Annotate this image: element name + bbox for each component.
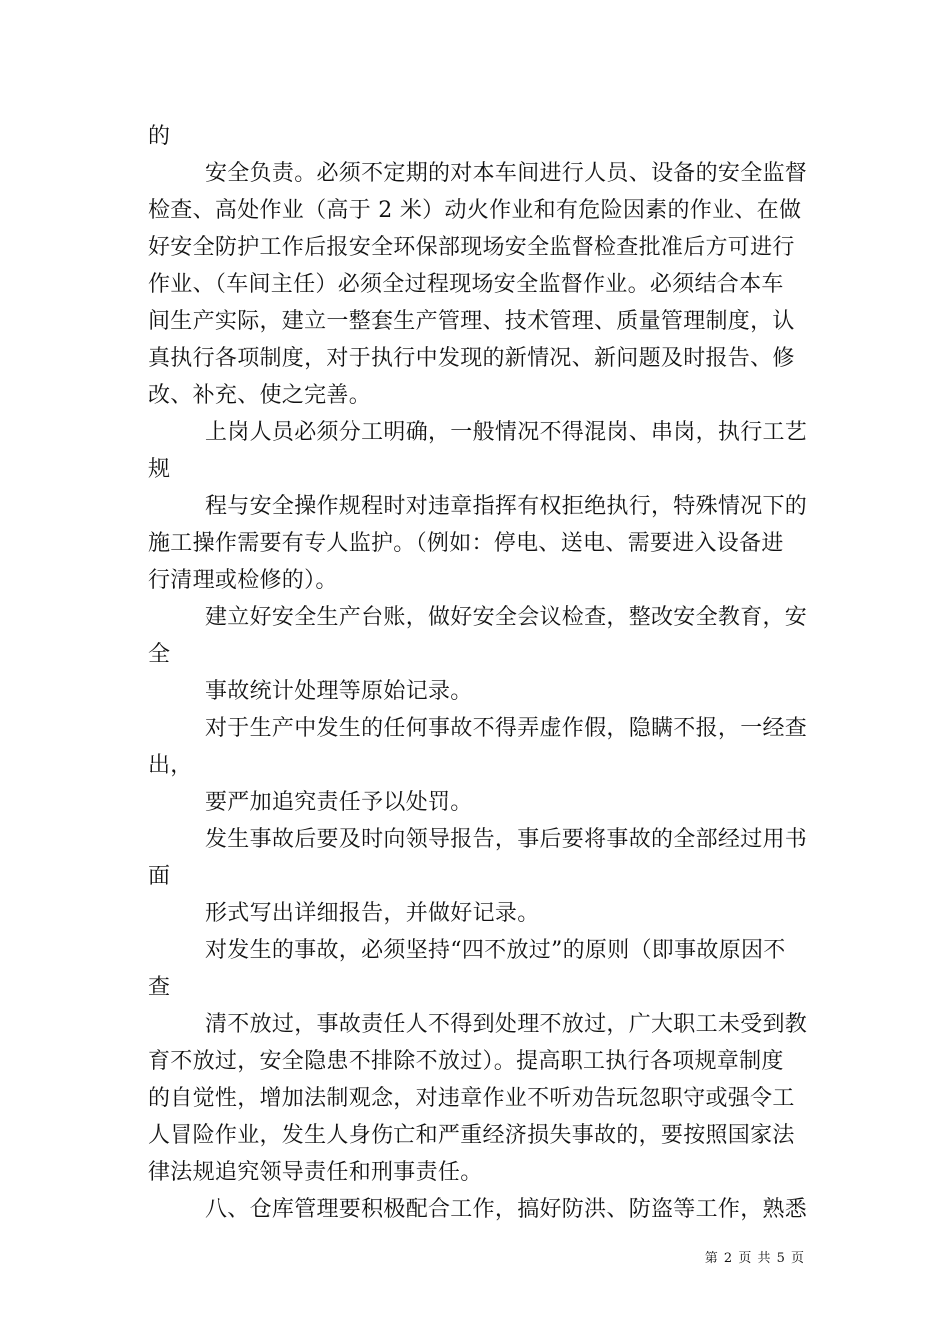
text-line: 对于生产中发生的任何事故不得弄虚作假，隐瞒不报，一经查 <box>205 716 808 741</box>
text-line: 安全负责。必须不定期的对本车间进行人员、设备的安全监督 <box>205 161 808 186</box>
text-line: 全 <box>148 642 171 667</box>
text-line: 行清理或检修的）。 <box>148 568 338 593</box>
document-body <box>148 118 828 1228</box>
text-line: 作业、（车间主任）必须全过程现场安全监督作业。必须结合本车 <box>148 272 784 297</box>
text-line: 真执行各项制度，对于执行中发现的新情况、新问题及时报告、修 <box>148 346 795 371</box>
text-line: 规 <box>148 457 171 482</box>
text-line: 程与安全操作规程时对违章指挥有权拒绝执行，特殊情况下的 <box>205 494 808 519</box>
text-line: 出， <box>148 753 193 778</box>
text-line: 事故统计处理等原始记录。 <box>205 679 473 704</box>
text-line: 改、补充、使之完善。 <box>148 383 372 408</box>
text-line: 上岗人员必须分工明确，一般情况不得混岗、串岗，执行工艺 <box>205 420 808 445</box>
text-line: 好安全防护工作后报安全环保部现场安全监督检查批准后方可进行 <box>148 235 795 260</box>
text-line: 形式写出详细报告，并做好记录。 <box>205 901 540 926</box>
text-line: 对发生的事故，必须坚持“四不放过”的原则（即事故原因不 <box>205 938 786 963</box>
text-line: 育不放过，安全隐患不排除不放过）。提高职工执行各项规章制度 <box>148 1049 784 1074</box>
text-line: 查 <box>148 975 171 1000</box>
text-line: 清不放过，事故责任人不得到处理不放过，广大职工未受到教 <box>205 1012 808 1037</box>
text-line: 的自觉性，增加法制观念，对违章作业不听劝告玩忽职守或强令工 <box>148 1086 795 1111</box>
page-number-footer: 第 2 页 共 5 页 <box>704 1251 805 1266</box>
text-line: 发生事故后要及时向领导报告，事后要将事故的全部经过用书 <box>205 827 808 852</box>
text-line: 律法规追究领导责任和刑事责任。 <box>148 1160 483 1185</box>
text-line: 八、仓库管理要积极配合工作，搞好防洪、防盗等工作，熟悉 <box>205 1197 808 1222</box>
text-line: 间生产实际，建立一整套生产管理、技术管理、质量管理制度，认 <box>148 309 795 334</box>
text-line: 施工操作需要有专人监护。（例如：停电、送电、需要进入设备进 <box>148 531 784 556</box>
text-line: 建立好安全生产台账，做好安全会议检查，整改安全教育，安 <box>205 605 808 630</box>
text-line: 面 <box>148 864 171 889</box>
text-line: 检查、高处作业（高于 2 米）动火作业和有危险因素的作业、在做 <box>148 198 802 223</box>
text-line: 的 <box>148 124 171 149</box>
text-line: 要严加追究责任予以处罚。 <box>205 790 473 815</box>
text-line: 人冒险作业，发生人身伤亡和严重经济损失事故的，要按照国家法 <box>148 1123 795 1148</box>
